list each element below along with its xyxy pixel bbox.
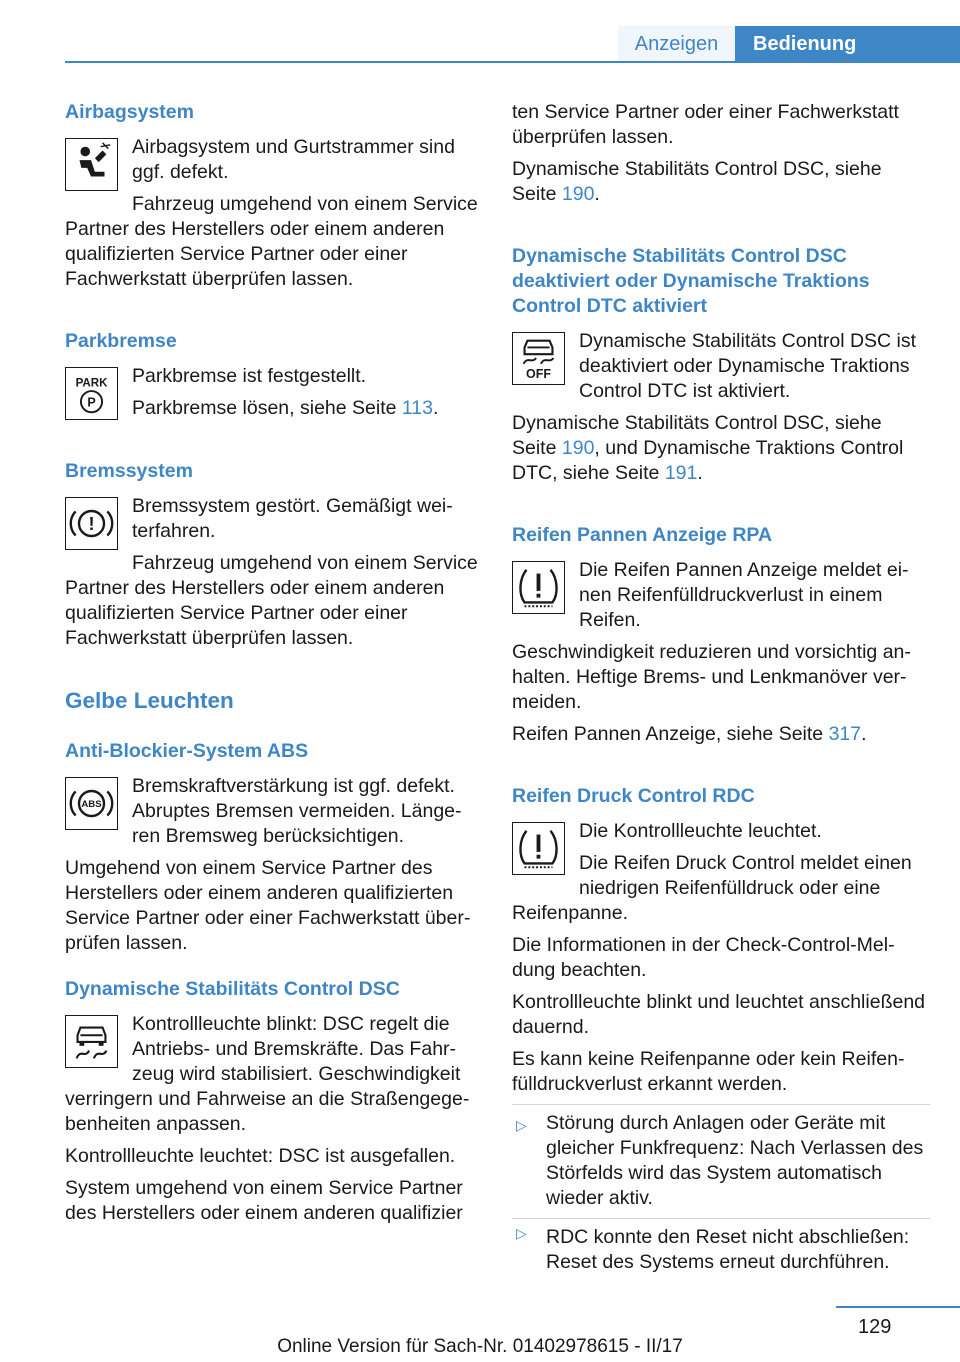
bullet-triangle-icon: ▷: [516, 1225, 527, 1241]
page-link-113[interactable]: 113: [401, 397, 433, 419]
park-icon-letter: P: [87, 395, 96, 410]
tire-pressure-warning-icon: [512, 561, 565, 614]
page-number: 129: [858, 1316, 892, 1338]
dsc-entry: [65, 1012, 479, 1137]
rpa-text-3: Reifen Pannen Anzeige, siehe Seite 317.: [512, 723, 867, 745]
brake-text-1: Bremssystem gestört. Gemäßigt weiterfahren.: [132, 495, 453, 542]
rpa-text-2: Geschwindigkeit reduzieren und vorsichtig anhalten. Heftige Brems- und Lenkmanöver vermeiden.: [512, 641, 911, 713]
abs-icon: [65, 777, 118, 830]
rdc-bullet-list: [512, 1104, 930, 1275]
header-rule: [65, 61, 960, 63]
dsc-text-2: Kontrollleuchte leuchtet: DSC ist ausgefallen.: [65, 1145, 456, 1167]
dsc-off-entry: [512, 329, 930, 404]
airbag-heading: Airbagsystem: [65, 101, 194, 123]
dsc-off-text-2: Dynamische Stabilitäts Control DSC, siehe Seite 190, und Dynamische Traktions Control DTC, siehe Seite 191.: [512, 412, 904, 484]
abs-heading: Anti-Blockier-System ABS: [65, 740, 309, 762]
dsc-heading: Dynamische Stabilitäts Control DSC: [65, 978, 400, 1000]
list-item: ▷ Störung durch Anlagen oder Geräte mit gleicher Funkfrequenz: Nach Verlassen des Störfelds wird das System automatisch wieder aktiv.: [516, 1112, 924, 1209]
abs-text-1: Bremskraftverstärkung ist ggf. defekt. Abruptes Bremsen vermeiden. Längeren Bremsweg berücksichtigen.: [132, 775, 462, 847]
airbag-entry: [65, 135, 479, 292]
brake-heading: Bremssystem: [65, 460, 193, 482]
dsc-off-label: OFF: [526, 367, 551, 382]
rpa-text-1: Die Reifen Pannen Anzeige meldet einen Reifenfülldruckverlust in einem Reifen.: [579, 559, 909, 631]
rdc-text-2: Die Reifen Druck Control meldet einen niedrigen Reifenfülldruck oder eine Reifenpanne.: [512, 852, 912, 924]
airbag-text-1: Airbagsystem und Gurtstrammer sind ggf. defekt.: [132, 136, 455, 183]
list-item: ▷ RDC konnte den Reset nicht abschließen: Reset des Systems erneut durchführen.: [512, 1218, 930, 1275]
page-link-190b[interactable]: 190: [561, 437, 595, 459]
page-link-191[interactable]: 191: [664, 462, 698, 484]
dsc-text-3: System umgehend von einem Service Partner des Herstellers oder einem anderen qualifizier: [65, 1177, 463, 1224]
brake-text-2: Fahrzeug umgehend von einem Service Partner des Herstellers oder einem anderen qualifizierten Service Partner oder einer Fachwerkstatt überprüfen lassen.: [65, 552, 478, 649]
abs-icon-label: ABS: [81, 798, 102, 810]
right-column: [512, 100, 930, 1282]
yellow-lights-heading: Gelbe Leuchten: [65, 688, 234, 713]
dsc-icon: [65, 1015, 118, 1068]
park-entry: [65, 364, 479, 422]
abs-entry: [65, 774, 479, 849]
rpa-heading: Reifen Pannen Anzeige RPA: [512, 524, 773, 546]
park-brake-icon: [65, 367, 118, 420]
online-version-note: Online Version für Sach-Nr. 01402978615 - II/17: [277, 1336, 683, 1357]
brake-warning-icon: [65, 497, 118, 550]
park-icon-label: PARK: [75, 377, 108, 390]
rdc-entry: [512, 819, 930, 926]
rdc-text-4: Kontrollleuchte blinkt und leuchtet anschließend dauernd.: [512, 991, 926, 1038]
dsc-off-icon: [512, 332, 565, 385]
rdc-text-3: Die Informationen in der Check-Control-Meldung beachten.: [512, 934, 895, 981]
rdc-text-5: Es kann keine Reifenpanne oder kein Reifenfülldruckverlust erkannt werden.: [512, 1048, 905, 1095]
rdc-text-1: Die Kontrollleuchte leuchtet.: [579, 820, 822, 842]
page-link-190[interactable]: 190: [561, 183, 595, 205]
tab-bedienung[interactable]: Bedienung: [735, 26, 960, 62]
dsc-text-1: Kontrollleuchte blinkt: DSC regelt die Antriebs- und Bremskräfte. Das Fahrzeug wird stabilisiert. Geschwindigkeit verringern und Fahrweise an die Straßengegebenheiten anpassen.: [65, 1013, 470, 1135]
abs-text-2: Umgehend von einem Service Partner des Herstellers oder einem anderen qualifizierten Service Partner oder einer Fachwerkstatt überprüfen lassen.: [65, 857, 471, 954]
dsc-off-heading: Dynamische Stabilitäts Control DSC deaktiviert oder Dynamische Traktions Control DTC aktiviert: [512, 245, 870, 317]
tab-anzeigen[interactable]: Anzeigen: [618, 26, 735, 62]
airbag-icon: [65, 138, 118, 191]
airbag-text-2: Fahrzeug umgehend von einem Service Partner des Herstellers oder einem anderen qualifizierten Service Partner oder einer Fachwerkstatt überprüfen lassen.: [65, 193, 478, 290]
cont-text-2: Dynamische Stabilitäts Control DSC, siehe Seite 190.: [512, 158, 882, 205]
tire-pressure-control-icon: [512, 822, 565, 875]
footer-rule: [836, 1306, 960, 1308]
park-text-1: Parkbremse ist festgestellt.: [132, 365, 367, 387]
brake-entry: [65, 494, 479, 651]
rpa-entry: [512, 558, 930, 633]
rdc-heading: Reifen Druck Control RDC: [512, 785, 755, 807]
dsc-off-text-1: Dynamische Stabilitäts Control DSC ist deaktiviert oder Dynamische Traktions Control DTC ist aktiviert.: [579, 330, 917, 402]
bullet-triangle-icon: ▷: [516, 1117, 527, 1133]
page-link-317[interactable]: 317: [828, 723, 862, 745]
cont-text-1: ten Service Partner oder einer Fachwerkstatt überprüfen lassen.: [512, 101, 899, 148]
left-column: [65, 100, 479, 1233]
park-text-2: Parkbremse lösen, siehe Seite 113.: [132, 397, 439, 419]
park-heading: Parkbremse: [65, 330, 177, 352]
brake-exclamation: !: [88, 512, 95, 534]
